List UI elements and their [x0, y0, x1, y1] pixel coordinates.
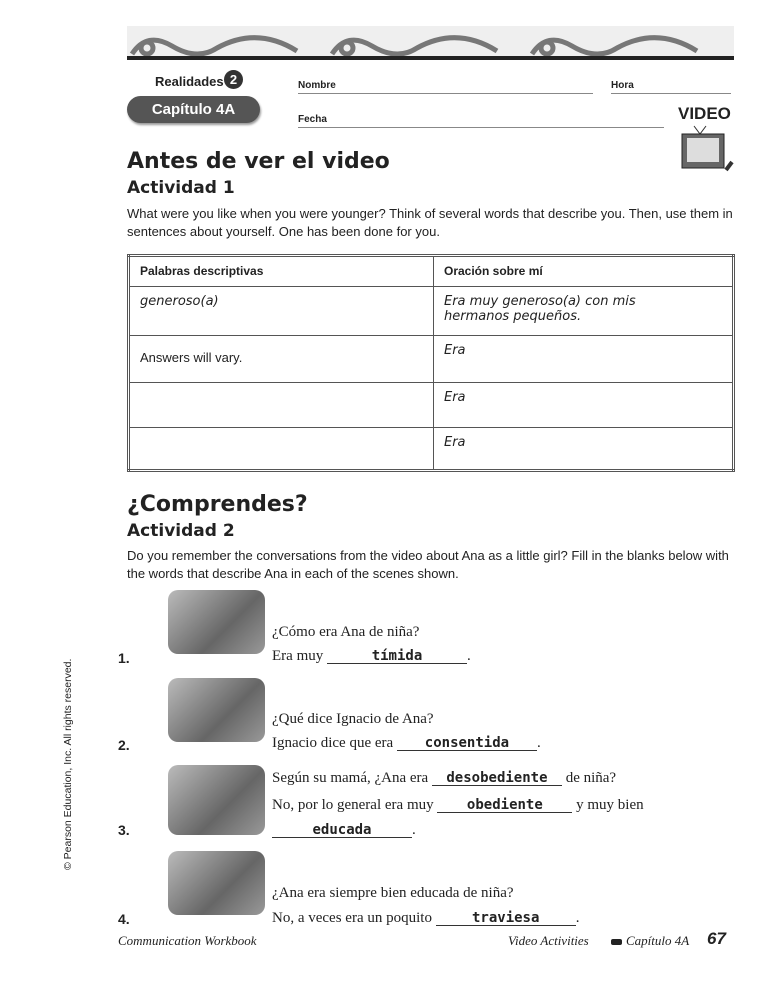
- item-number: 2.: [118, 737, 130, 753]
- table-cell: Era muy generoso(a) con mis hermanos pequeños.: [434, 287, 734, 336]
- table-cell[interactable]: Era: [434, 336, 734, 383]
- answer-blank[interactable]: tímida: [327, 649, 467, 664]
- answer-line: [272, 797, 644, 814]
- footer-workbook-title: Communication Workbook: [118, 933, 257, 948]
- scene-photo-3: [168, 765, 265, 835]
- item-number: 3.: [118, 822, 130, 838]
- answer-blank[interactable]: desobediente: [432, 771, 562, 786]
- footer-bullet: [611, 939, 622, 945]
- level-badge: 2: [224, 70, 243, 89]
- answer-suffix: .: [536, 735, 541, 751]
- answer-suffix: de niña?: [565, 770, 617, 786]
- column-header: Palabras descriptivas: [129, 256, 434, 287]
- table-cell[interactable]: Era: [434, 428, 734, 471]
- answer-line: [272, 770, 616, 787]
- item-number: 4.: [118, 911, 130, 927]
- hour-field[interactable]: [611, 93, 731, 94]
- activity-1-instructions: What were you like when you were younger? Think of several words that describe you. Then, use them in sentences about yourself. One has been done for you.: [127, 206, 733, 239]
- answer-blank[interactable]: educada: [272, 823, 412, 838]
- answer-prefix: No, por lo general era muy: [272, 797, 434, 813]
- answer-suffix: .: [412, 822, 416, 838]
- banner-bar: [127, 56, 734, 60]
- answer-prefix: Era muy: [272, 648, 324, 664]
- scene-photo-4: [168, 851, 265, 915]
- decorative-banner: [127, 26, 734, 56]
- name-label: Nombre: [298, 80, 336, 91]
- answer-line: [272, 648, 471, 665]
- table-row: [129, 428, 734, 471]
- table-row: [129, 287, 734, 336]
- answer-blank[interactable]: traviesa: [436, 911, 576, 926]
- descriptive-words-table: [127, 254, 735, 472]
- name-field[interactable]: [298, 93, 593, 94]
- column-header: Oración sobre mí: [434, 256, 734, 287]
- date-label: Fecha: [298, 114, 327, 125]
- activity-2-heading: Actividad 2: [127, 521, 235, 541]
- section-title-comprendes: ¿Comprendes?: [127, 492, 308, 517]
- question-text: ¿Cómo era Ana de niña?: [272, 624, 420, 640]
- copyright-notice: © Pearson Education, Inc. All rights reserved.: [62, 658, 74, 870]
- chapter-badge: Capítulo 4A: [127, 96, 260, 123]
- table-header-row: [129, 256, 734, 287]
- date-field[interactable]: [298, 127, 664, 128]
- page-number: 67: [707, 929, 726, 948]
- answer-suffix: y muy bien: [576, 797, 644, 813]
- item-number: 1.: [118, 650, 130, 666]
- footer-section: Video Activities: [508, 933, 589, 948]
- activity-1-heading: Actividad 1: [127, 178, 235, 198]
- answer-suffix: .: [466, 648, 471, 664]
- table-cell: generoso(a): [129, 287, 434, 336]
- answer-line: [272, 735, 541, 752]
- table-cell[interactable]: [129, 428, 434, 471]
- answer-prefix: No, a veces era un poquito: [272, 910, 432, 926]
- question-text: ¿Qué dice Ignacio de Ana?: [272, 711, 434, 727]
- video-tag: VIDEO: [678, 104, 731, 123]
- activity-2-instructions: Do you remember the conversations from the video about Ana as a little girl? Fill in the blanks below with the words that describe Ana in each of the scenes shown.: [127, 548, 729, 581]
- answer-line: [272, 910, 579, 927]
- answer-blank[interactable]: obediente: [437, 798, 572, 813]
- section-title-before-video: Antes de ver el video: [127, 149, 390, 174]
- hour-label: Hora: [611, 80, 634, 91]
- scene-photo-2: [168, 678, 265, 742]
- table-cell[interactable]: Era: [434, 383, 734, 428]
- answer-prefix: Según su mamá, ¿Ana era: [272, 770, 429, 786]
- series-label: Realidades: [155, 74, 224, 89]
- answer-suffix: .: [575, 910, 580, 926]
- table-cell[interactable]: Answers will vary.: [129, 336, 434, 383]
- question-text: ¿Ana era siempre bien educada de niña?: [272, 885, 514, 901]
- table-row: [129, 383, 734, 428]
- answer-line: [272, 822, 416, 839]
- answer-prefix: Ignacio dice que era: [272, 735, 394, 751]
- scene-photo-1: [168, 590, 265, 654]
- footer-chapter: Capítulo 4A: [626, 933, 690, 948]
- answer-blank[interactable]: consentida: [397, 736, 537, 751]
- table-cell[interactable]: [129, 383, 434, 428]
- table-row: [129, 336, 734, 383]
- tv-icon: [680, 124, 736, 176]
